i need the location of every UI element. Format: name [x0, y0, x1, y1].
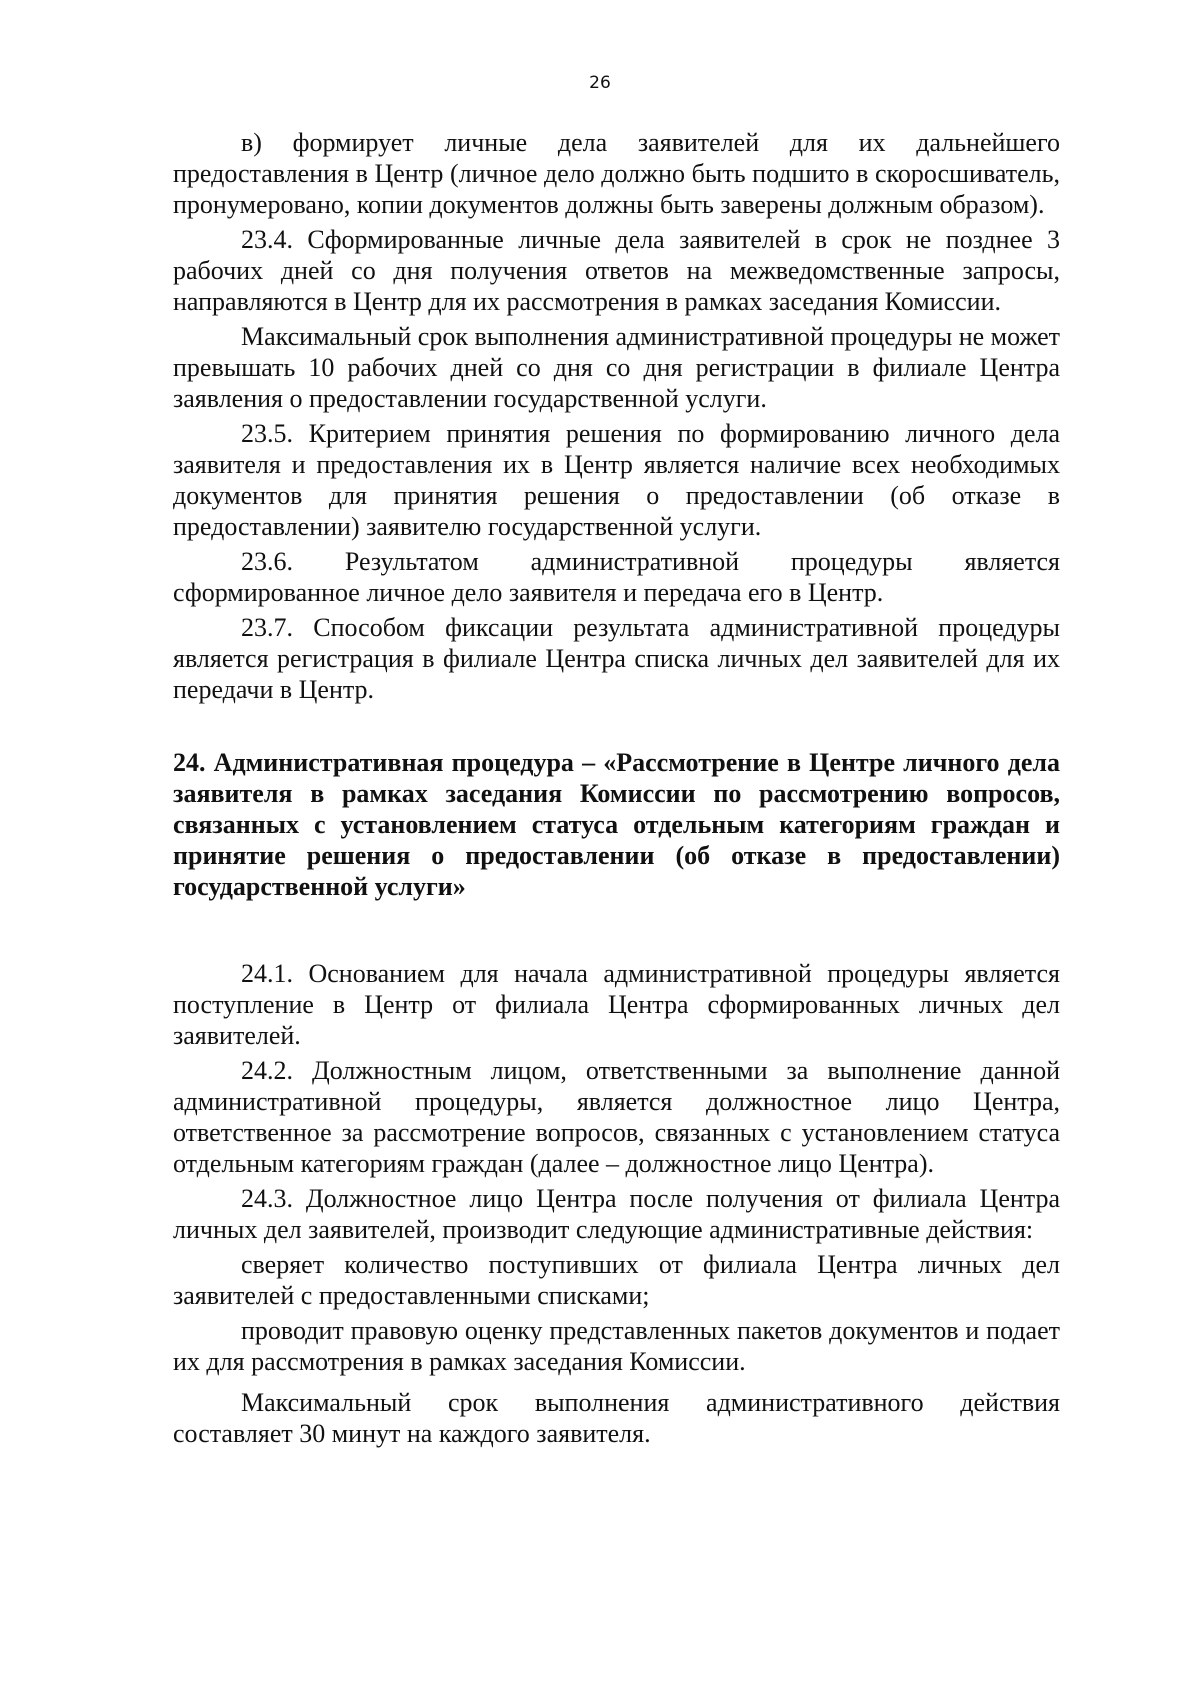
- paragraph-23-4-max-term: Максимальный срок выполнения административной процедуры не может превышать 10 рабочих дней со дня со дня регистрации в филиале Центра заявления о предоставлении государственной услуги.: [173, 322, 1060, 413]
- paragraph-24-3-action-1: сверяет количество поступивших от филиала Центра личных дел заявителей с предоставленными списками;: [173, 1250, 1060, 1310]
- paragraph-23-4: 23.4. Сформированные личные дела заявителей в срок не позднее 3 рабочих дней со дня получения ответов на межведомственные запросы, направляются в Центр для их рассмотрения в рамках заседания Комиссии.: [173, 225, 1060, 316]
- paragraph-24-3-action-2: проводит правовую оценку представленных пакетов документов и подает их для рассмотрения в рамках заседания Комиссии.: [173, 1316, 1060, 1376]
- paragraph-23-5: 23.5. Критерием принятия решения по формированию личного дела заявителя и предоставления их в Центр является наличие всех необходимых документов для принятия решения о предоставлении (об отказе в предоставлении) заявителю государственной услуги.: [173, 419, 1060, 541]
- paragraph-24-2: 24.2. Должностным лицом, ответственными за выполнение данной административной процедуры, является должностное лицо Центра, ответственное за рассмотрение вопросов, связанных с установлением статуса отдельным категориям граждан (далее – должностное лицо Центра).: [173, 1056, 1060, 1178]
- paragraph-24-3-max-term: Максимальный срок выполнения административного действия составляет 30 минут на каждого заявителя.: [173, 1388, 1060, 1448]
- paragraph-23-7: 23.7. Способом фиксации результата административной процедуры является регистрация в филиале Центра списка личных дел заявителей для их передачи в Центр.: [173, 613, 1060, 704]
- document-body: [173, 127, 1060, 1453]
- paragraph-23-6: 23.6. Результатом административной процедуры является сформированное личное дело заявителя и передача его в Центр.: [173, 547, 1060, 607]
- section-23-continuation: [173, 127, 1060, 705]
- section-24-body: [173, 958, 1060, 1449]
- paragraph-24-1: 24.1. Основанием для начала административной процедуры является поступление в Центр от филиала Центра сформированных личных дел заявителей.: [173, 959, 1060, 1050]
- paragraph-23-3-v: в) формирует личные дела заявителей для их дальнейшего предоставления в Центр (личное дело должно быть подшито в скоросшиватель, пронумеровано, копии документов должны быть заверены должным образом).: [173, 128, 1060, 219]
- section-24-heading: 24. Административная процедура – «Рассмотрение в Центре личного дела заявителя в рамках заседания Комиссии по рассмотрению вопросов, связанных с установлением статуса отдельным категориям граждан и принятие решения о предоставлении (об отказе в предоставлении) государственной услуги»: [173, 748, 1060, 901]
- paragraph-24-3: 24.3. Должностное лицо Центра после получения от филиала Центра личных дел заявителей, производит следующие административные действия:: [173, 1184, 1060, 1244]
- page-number: 26: [589, 73, 611, 93]
